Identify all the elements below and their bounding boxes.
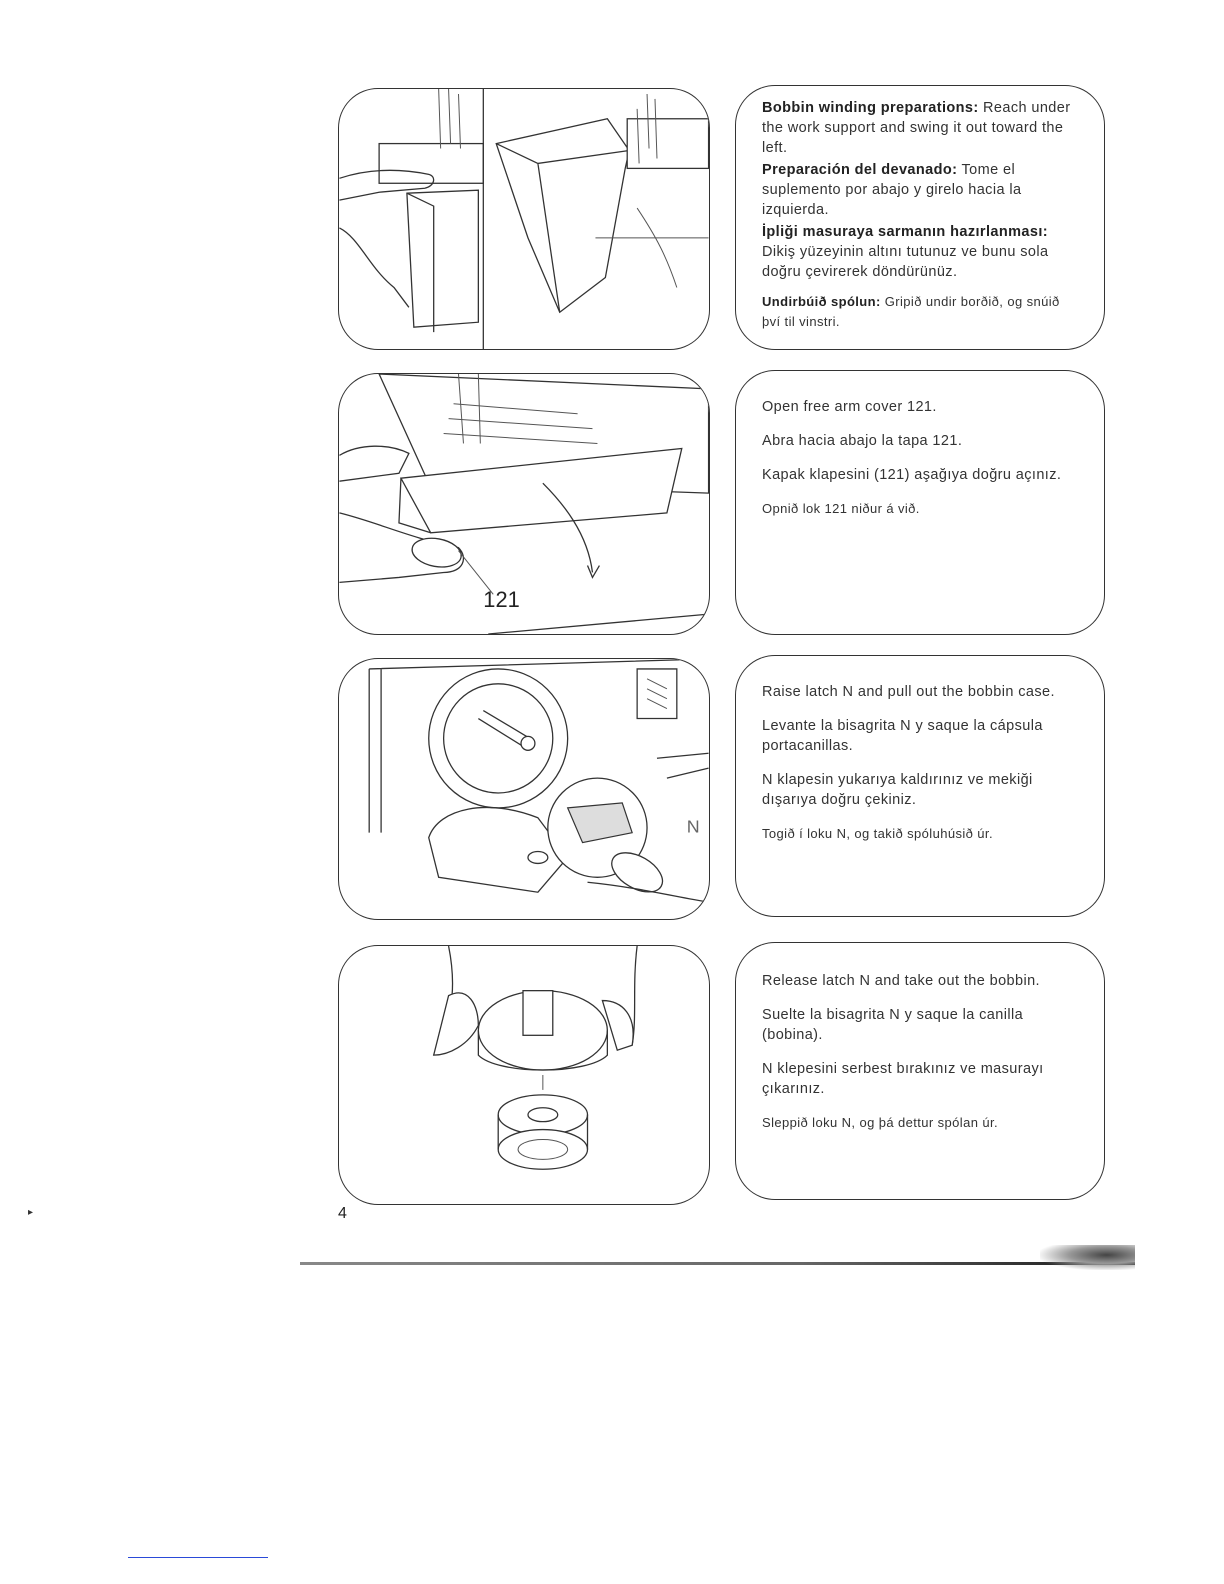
instruction-en: Release latch N and take out the bobbin. [762, 973, 1040, 989]
instruction-panel-bobbin-winding-prep [735, 85, 1105, 350]
callout-N: N [686, 816, 700, 837]
instruction-panel-remove-bobbin-case [735, 655, 1105, 917]
sewing-machine-work-support-drawing [339, 89, 709, 349]
instruction-tr: Kapak klapesini (121) aşağıya doğru açınız. [762, 467, 1062, 483]
instruction-es: Suelte la bisagrita N y saque la canilla (bobina). [762, 1007, 1024, 1043]
illustration-bobbin-winding-prep [338, 88, 710, 350]
instruction-panel-open-cover [735, 370, 1105, 635]
instruction-is: Undirbúið spólun: Gripið undir borðið, og snúið því til vinstri. [762, 294, 1060, 329]
instruction-es: Preparación del devanado: Tome el suplemento por abajo y girelo hacia la izquierda. [762, 162, 1022, 218]
bobbin-case-removal-drawing [339, 659, 709, 919]
instruction-is: Opnið lok 121 niður á við. [762, 501, 920, 516]
instruction-es: Abra hacia abajo la tapa 121. [762, 433, 963, 449]
instruction-en: Open free arm cover 121. [762, 399, 937, 415]
footer-link-underline [128, 1557, 268, 1558]
instruction-en: Raise latch N and pull out the bobbin case. [762, 684, 1055, 700]
page-number: 4 [338, 1205, 347, 1222]
illustration-remove-bobbin-case [338, 658, 710, 920]
instruction-tr: İpliği masuraya sarmanın hazırlanması: Dikiş yüzeyinin altını tutunuz ve bunu sola doğru çevirerek döndürünüz. [762, 224, 1049, 280]
scan-mark: ▸ [28, 1207, 34, 1218]
instruction-is: Sleppið loku N, og þá dettur spólan úr. [762, 1115, 999, 1130]
instruction-is: Togið í loku N, og takið spóluhúsið úr. [762, 826, 993, 841]
instruction-en: Bobbin winding preparations: Reach under the work support and swing it out toward the left. [762, 100, 1071, 156]
illustration-open-free-arm-cover [338, 373, 710, 635]
bobbin-release-drawing [339, 946, 709, 1204]
instruction-tr: N klepesini serbest bırakınız ve masurayı çıkarınız. [762, 1061, 1044, 1097]
scan-smudge [1040, 1245, 1135, 1270]
instruction-tr: N klapesin yukarıya kaldırınız ve mekiği dışarıya doğru çekiniz. [762, 772, 1033, 808]
instruction-panel-remove-bobbin [735, 942, 1105, 1200]
callout-121: 121 [483, 587, 520, 613]
free-arm-cover-drawing [339, 374, 709, 634]
scan-edge-rule [300, 1262, 1135, 1265]
illustration-remove-bobbin [338, 945, 710, 1205]
instruction-es: Levante la bisagrita N y saque la cápsula portacanillas. [762, 718, 1043, 754]
